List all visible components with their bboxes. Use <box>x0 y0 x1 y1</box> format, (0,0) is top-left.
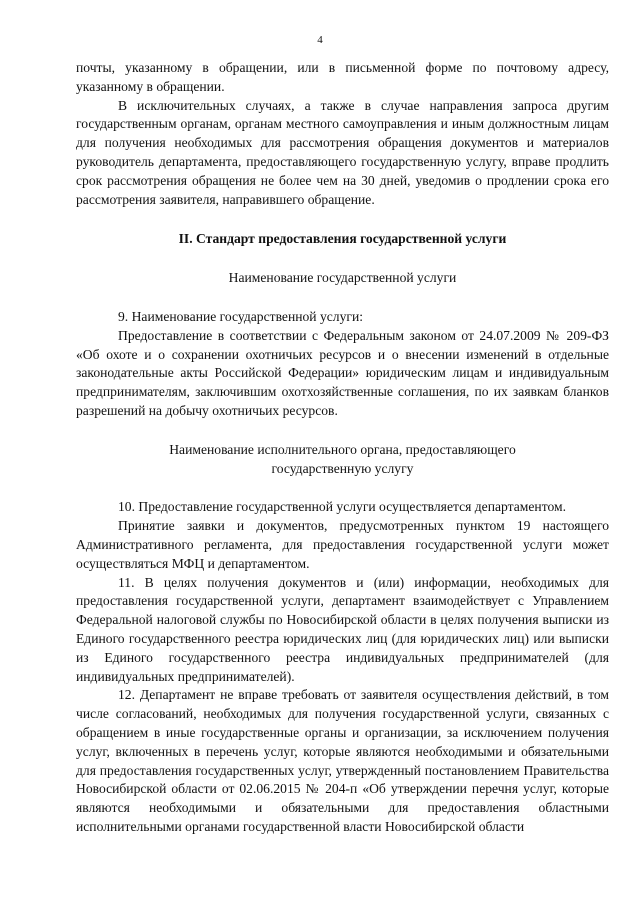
paragraph: 9. Наименование государственной услуги: <box>118 308 363 324</box>
page-number: 4 <box>317 34 323 46</box>
paragraph: Предоставление в соответствии с Федеральным законом от 24.07.2009 № 209-ФЗ «Об охоте и о сохранении охотничьих ресурсов и о внесении изменений в отдельные законодательные акты Российской Федерации» юридическим лицам и индивидуальным предпринимателям, заключившим охотхозяйственные соглашения, по их заявкам бланков разрешений на добычу охотничьих ресурсов. <box>76 327 609 418</box>
subsection-heading-line: государственную услугу <box>271 460 414 476</box>
subsection-heading: Наименование государственной услуги <box>228 270 457 286</box>
paragraph: 12. Департамент не вправе требовать от заявителя осуществления действий, в том числе согласований, необходимых для получения государственной услуги, связанных с обращением в иные государственные органы и организации, за исключением получения услуг, включенных в перечень услуг, которые являются необходимыми и обязательными для предоставления государственных услуг, утвержденный постановлением Правительства Новосибирской области от 02.06.2015 № 204-п «Об утверждении перечня услуг, которые являются необходимыми и обязательными для предоставления областными исполнительными органами государственной власти Новосибирской области <box>76 687 609 834</box>
section-heading: II. Стандарт предоставления государственной услуги <box>178 231 507 247</box>
paragraph: 10. Предоставление государственной услуги осуществляется департаментом. <box>118 499 566 515</box>
subsection-heading <box>76 441 609 479</box>
paragraph: 11. В целях получения документов и (или) информации, необходимых для предоставления государственной услуги, департамент взаимодействует с Управлением Федеральной налоговой службы по Новосибирской области в целях получения выписки из Единого государственного реестра юридических лиц (для юридических лиц) или выписки из Единого государственного реестра индивидуальных предпринимателей (для индивидуальных предпринимателей). <box>76 574 609 684</box>
document-body <box>76 59 609 837</box>
paragraph: Принятие заявки и документов, предусмотренных пунктом 19 настоящего Административного регламента, для предоставления государственной услуги может осуществляться МФЦ и департаментом. <box>76 518 609 571</box>
paragraph: почты, указанному в обращении, или в письменной форме по почтовому адресу, указанному в обращении. <box>76 60 609 94</box>
subsection-heading-line: Наименование исполнительного органа, предоставляющего <box>169 441 516 457</box>
paragraph: В исключительных случаях, а также в случае направления запроса другим государственным органам, органам местного самоуправления и иным должностным лицам для получения необходимых для рассмотрения обращения документов и материалов руководитель департамента, предоставляющего государственную услугу, вправе продлить срок рассмотрения обращения не более чем на 30 дней, уведомив о продлении срока его рассмотрения заявителя, направившего обращение. <box>76 97 609 207</box>
